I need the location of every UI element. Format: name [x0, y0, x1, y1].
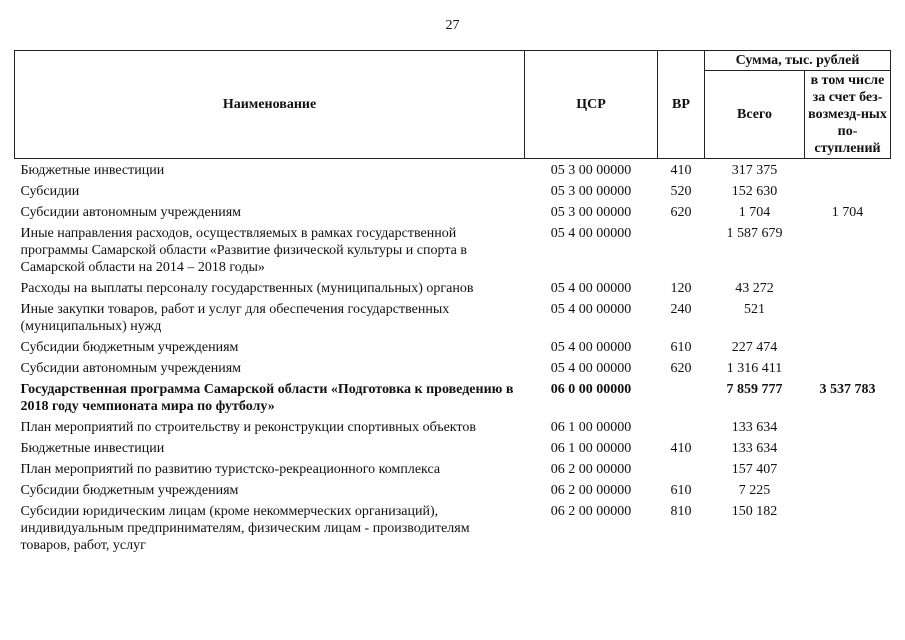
- row-csr-cell: 05 4 00 00000: [550, 340, 632, 355]
- row-name-cell: Бюджетные инвестиции: [20, 441, 165, 456]
- row-name-cell: Субсидии бюджетным учреждениям: [20, 340, 239, 355]
- row-total-cell: 7 859 777: [726, 382, 783, 397]
- row-total-cell: 317 375: [731, 163, 778, 178]
- row-free-cell: [805, 338, 891, 359]
- header-csr: ЦСР: [525, 51, 658, 159]
- row-vr-cell: 120: [670, 281, 692, 296]
- header-vr: ВР: [658, 51, 705, 159]
- table-header: [15, 51, 891, 159]
- row-name-cell: Государственная программа Самарской области «Подготовка к проведению в 2018 году чемпионата мира по футболу»: [20, 382, 514, 414]
- row-csr-cell: 06 1 00 00000: [550, 420, 632, 435]
- row-free-cell: [805, 359, 891, 380]
- row-name-cell: Субсидии автономным учреждениям: [20, 205, 242, 220]
- row-total-cell: 521: [744, 302, 765, 317]
- row-csr-cell: 06 2 00 00000: [550, 483, 632, 498]
- row-vr-cell: 410: [670, 441, 692, 456]
- row-total-cell: 227 474: [731, 340, 778, 355]
- row-total-cell: 43 272: [735, 281, 774, 296]
- row-name-cell: План мероприятий по развитию туристско-рекреационного комплекса: [20, 462, 441, 477]
- row-vr-cell: 610: [670, 340, 692, 355]
- row-total-cell: 157 407: [731, 462, 778, 477]
- row-free-cell: [805, 439, 891, 460]
- row-free-cell: [805, 460, 891, 481]
- header-free-text: в том числе за счет без-возмезд-ных по-ступлений: [808, 73, 887, 156]
- row-csr-cell: 05 4 00 00000: [550, 226, 632, 241]
- row-vr-cell: [658, 224, 705, 279]
- row-name-cell: Субсидии юридическим лицам (кроме некоммерческих организаций), индивидуальным предпринимателям, физическим лицам - производителям товаров, работ, услуг: [20, 504, 470, 553]
- row-total-cell: 150 182: [731, 504, 778, 519]
- row-vr-cell: 620: [670, 205, 692, 220]
- table-row: [15, 502, 891, 557]
- row-vr-cell: 520: [670, 184, 692, 199]
- table-row: [15, 418, 891, 439]
- row-total-cell: 1 704: [738, 205, 771, 220]
- row-csr-cell: 05 4 00 00000: [550, 281, 632, 296]
- row-total-cell: 133 634: [731, 441, 778, 456]
- row-total-cell: 1 316 411: [726, 361, 783, 376]
- row-csr-cell: 05 3 00 00000: [550, 163, 632, 178]
- table-row: [15, 481, 891, 502]
- table-row: [15, 439, 891, 460]
- page-number: 27: [445, 18, 460, 33]
- budget-table: [14, 50, 891, 557]
- table-row: [15, 159, 891, 183]
- row-total-cell: 133 634: [731, 420, 778, 435]
- table-row: [15, 203, 891, 224]
- row-csr-cell: 05 3 00 00000: [550, 184, 632, 199]
- row-total-cell: 7 225: [738, 483, 771, 498]
- row-vr-cell: [658, 460, 705, 481]
- table-row: [15, 338, 891, 359]
- row-vr-cell: 410: [670, 163, 692, 178]
- row-vr-cell: 240: [670, 302, 692, 317]
- row-name-cell: Субсидии: [20, 184, 80, 199]
- row-name-cell: Субсидии бюджетным учреждениям: [20, 483, 239, 498]
- row-name-cell: Субсидии автономным учреждениям: [20, 361, 242, 376]
- row-vr-cell: 810: [670, 504, 692, 519]
- row-csr-cell: 06 0 00 00000: [550, 382, 632, 397]
- row-vr-cell: [658, 418, 705, 439]
- table-row: [15, 182, 891, 203]
- header-total: Всего: [705, 71, 805, 159]
- row-csr-cell: 05 4 00 00000: [550, 302, 632, 317]
- row-free-cell: [805, 224, 891, 279]
- row-csr-cell: 06 1 00 00000: [550, 441, 632, 456]
- row-name-cell: Иные закупки товаров, работ и услуг для обеспечения государственных (муниципальных) нужд: [20, 302, 450, 334]
- row-name-cell: План мероприятий по строительству и реконструкции спортивных объектов: [20, 420, 476, 435]
- table-row: [15, 279, 891, 300]
- row-free-cell: [805, 502, 891, 557]
- table-row: [15, 224, 891, 279]
- row-free-cell: [805, 300, 891, 338]
- row-total-cell: 152 630: [731, 184, 778, 199]
- row-free-cell: [805, 418, 891, 439]
- row-csr-cell: 06 2 00 00000: [550, 462, 632, 477]
- row-free-cell: [805, 481, 891, 502]
- row-free-cell: [805, 279, 891, 300]
- row-name-cell: Расходы на выплаты персоналу государственных (муниципальных) органов: [20, 281, 474, 296]
- table-row: [15, 380, 891, 418]
- row-csr-cell: 05 3 00 00000: [550, 205, 632, 220]
- table-row: [15, 460, 891, 481]
- row-name-cell: Иные направления расходов, осуществляемых в рамках государственной программы Самарской области «Развитие физической культуры и спорта в Самарской области на 2014 – 2018 годы»: [20, 226, 467, 275]
- table-row: [15, 300, 891, 338]
- row-free-cell: [805, 182, 891, 203]
- row-csr-cell: 05 4 00 00000: [550, 361, 632, 376]
- row-csr-cell: 06 2 00 00000: [550, 504, 632, 519]
- row-vr-cell: [658, 380, 705, 418]
- row-free-cell: [805, 159, 891, 183]
- row-vr-cell: 610: [670, 483, 692, 498]
- table-row: [15, 359, 891, 380]
- header-name: Наименование: [15, 51, 525, 159]
- table-body: [15, 159, 891, 558]
- row-free-cell: 3 537 783: [819, 382, 876, 397]
- row-free-cell: 1 704: [831, 205, 864, 220]
- row-total-cell: 1 587 679: [726, 226, 783, 241]
- row-vr-cell: 620: [670, 361, 692, 376]
- header-sum: Сумма, тыс. рублей: [705, 51, 891, 71]
- header-free: [805, 71, 891, 159]
- row-name-cell: Бюджетные инвестиции: [20, 163, 165, 178]
